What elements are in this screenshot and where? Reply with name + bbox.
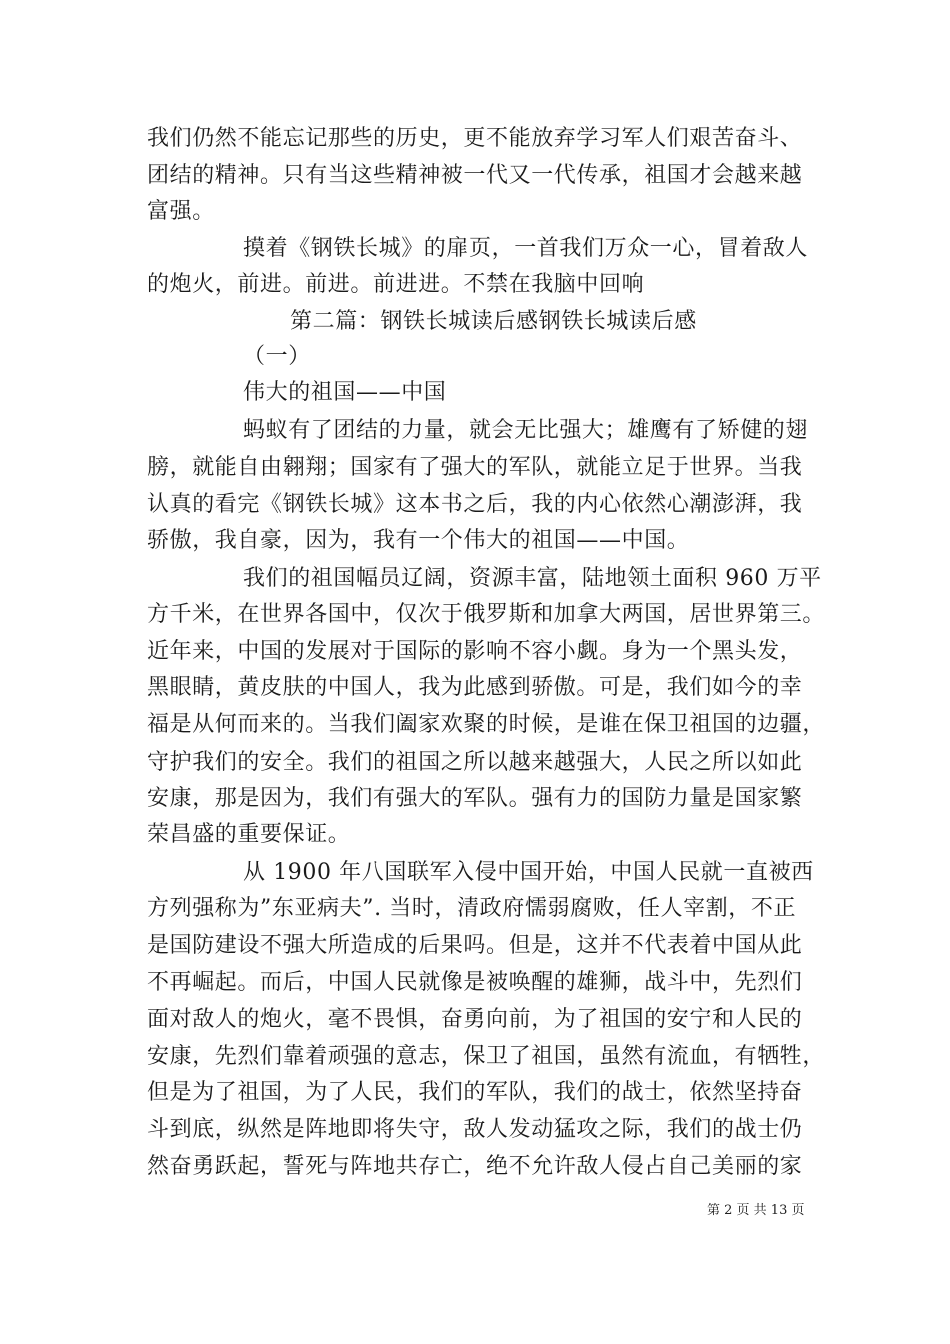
text-line: 安康，先烈们靠着顽强的意志，保卫了祖国，虽然有流血，有牺牲， bbox=[147, 1044, 826, 1069]
text-line: 但是为了祖国，为了人民，我们的军队，我们的战士，依然坚持奋 bbox=[147, 1080, 803, 1105]
text-line: 富强。 bbox=[147, 199, 215, 224]
text-line: 荣昌盛的重要保证。 bbox=[147, 822, 351, 847]
text-line: 是国防建设不强大所造成的后果吗。但是，这并不代表着中国从此 bbox=[147, 933, 803, 958]
text-line: 认真的看完《钢铁长城》这本书之后，我的内心依然心潮澎湃，我 bbox=[147, 492, 803, 517]
text-line: 斗到底，纵然是阵地即将失守，敌人发动猛攻之际，我们的战士仍 bbox=[147, 1117, 803, 1142]
text-line: 从 1900 年八国联军入侵中国开始，中国人民就一直被西 bbox=[243, 860, 814, 885]
text-line: 黑眼睛，黄皮肤的中国人，我为此感到骄傲。可是，我们如今的幸 bbox=[147, 675, 803, 700]
text-line: 安康，那是因为，我们有强大的军队。强有力的国防力量是国家繁 bbox=[147, 786, 803, 811]
text-line: 面对敌人的炮火，毫不畏惧，奋勇向前，为了祖国的安宁和人民的 bbox=[147, 1007, 803, 1032]
text-line: 守护我们的安全。我们的祖国之所以越来越强大，人民之所以如此 bbox=[147, 750, 803, 775]
text-line: 近年来，中国的发展对于国际的影响不容小觑。身为一个黑头发， bbox=[147, 639, 803, 664]
text-line: 团结的精神。只有当这些精神被一代又一代传承，祖国才会越来越 bbox=[147, 163, 803, 188]
text-line: 的炮火，前进。前进。前进进。不禁在我脑中回响 bbox=[147, 272, 645, 297]
section-heading: 第二篇：钢铁长城读后感钢铁长城读后感 bbox=[290, 309, 697, 334]
text-line: 膀，就能自由翱翔；国家有了强大的军队，就能立足于世界。当我 bbox=[147, 455, 803, 480]
subheading: （一） bbox=[243, 344, 311, 369]
text-line: 我们的祖国幅员辽阔，资源丰富，陆地领土面积 960 万平 bbox=[243, 566, 822, 591]
text-line: 摸着《钢铁长城》的扉页，一首我们万众一心，冒着敌人 bbox=[243, 236, 809, 261]
page-number-footer: 第 2 页 共 13 页 bbox=[707, 1203, 805, 1218]
text-line: 我们仍然不能忘记那些的历史，更不能放弃学习军人们艰苦奋斗、 bbox=[147, 126, 803, 151]
essay-title: 伟大的祖国——中国 bbox=[243, 380, 447, 405]
text-line: 蚂蚁有了团结的力量，就会无比强大；雄鹰有了矫健的翅 bbox=[243, 418, 809, 443]
text-line: 方列强称为”东亚病夫”. 当时，清政府懦弱腐败，任人宰割，不正 bbox=[147, 896, 797, 921]
text-line: 福是从何而来的。当我们阖家欢聚的时候，是谁在保卫祖国的边疆， bbox=[147, 712, 826, 737]
text-line: 然奋勇跃起，誓死与阵地共存亡，绝不允许敌人侵占自己美丽的家 bbox=[147, 1154, 803, 1179]
text-line: 骄傲，我自豪，因为，我有一个伟大的祖国——中国。 bbox=[147, 528, 690, 553]
text-line: 方千米，在世界各国中，仅次于俄罗斯和加拿大两国，居世界第三。 bbox=[147, 602, 826, 627]
text-line: 不再崛起。而后，中国人民就像是被唤醒的雄狮，战斗中，先烈们 bbox=[147, 970, 803, 995]
